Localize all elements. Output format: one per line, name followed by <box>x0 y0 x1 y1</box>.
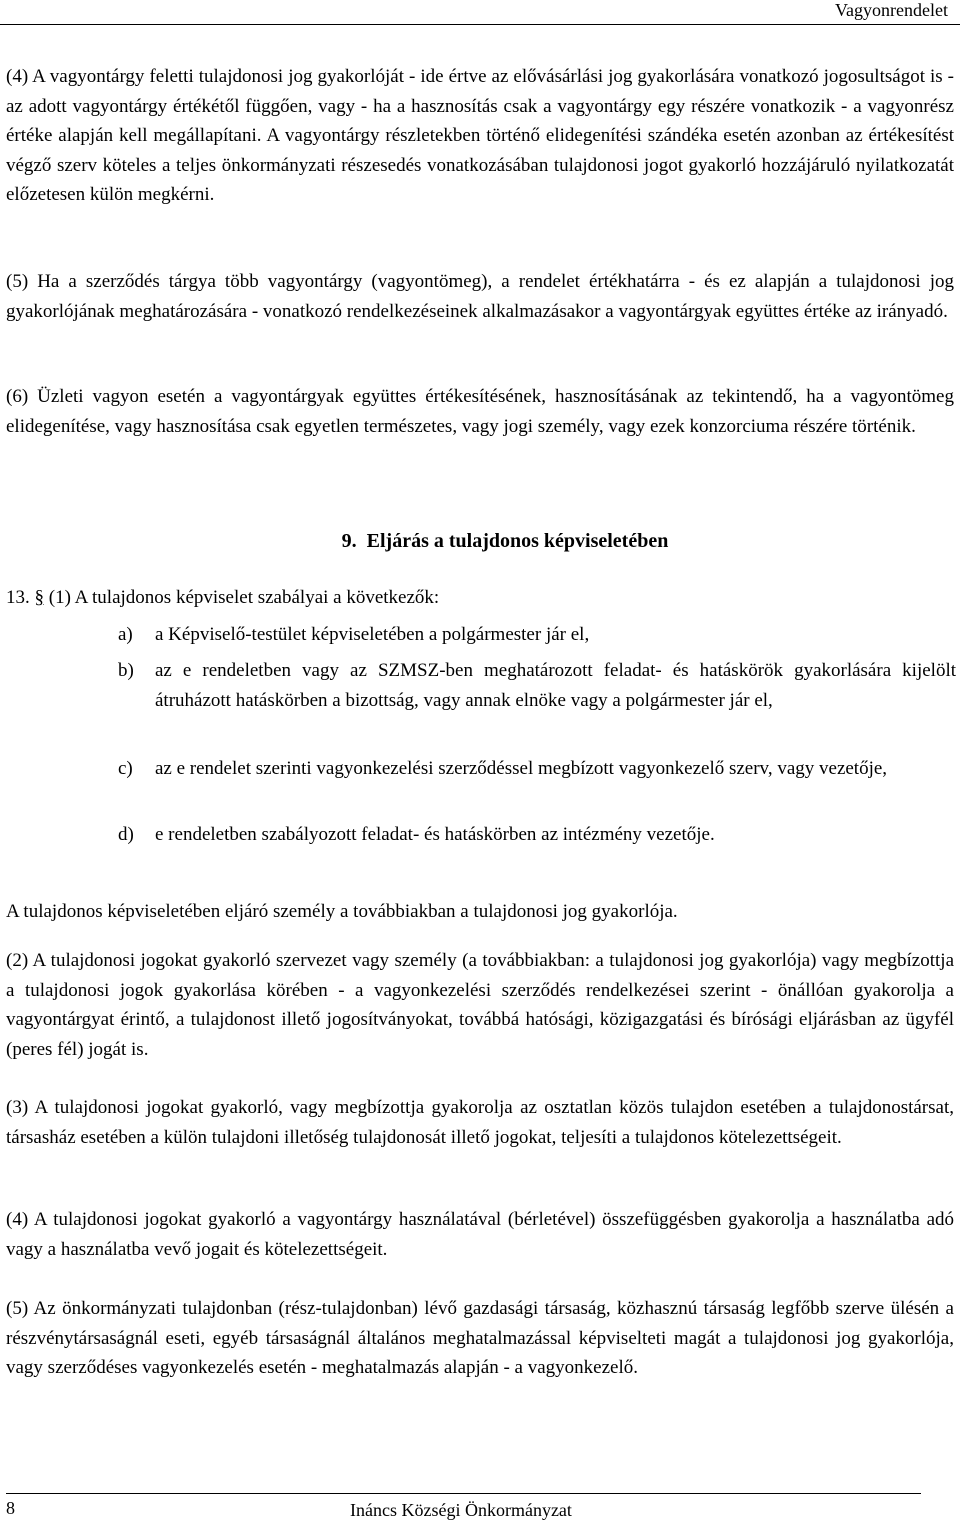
running-header: Vagyonrendelet <box>835 0 948 20</box>
section-title: Eljárás a tulajdonos képviseletében <box>366 530 669 552</box>
paragraph-sign: § <box>34 587 44 608</box>
article-paragraph-3: (3) A tulajdonosi jogokat gyakorló, vagy megbízottja gyakorolja az osztatlan közös tulajdon esetében a tulajdonostársat, társasház esetében a külön tulajdoni illetőség tulajdonosát illető jogokat, teljesíti a tulajdonos kötelezettségeit. <box>6 1097 954 1148</box>
list-item-b <box>118 656 956 715</box>
article-intro-text: (1) A tulajdonos képviselet szabályai a következők: <box>48 587 440 608</box>
header-rule <box>0 24 960 25</box>
footer-rule <box>6 1493 921 1494</box>
list-item-text: az e rendelet szerinti vagyonkezelési szerződéssel megbízott vagyonkezelő szerv, vagy vezetője, <box>155 758 888 779</box>
list-item-a <box>118 620 956 650</box>
page-number: 8 <box>6 1498 15 1518</box>
footer-organization: Ináncs Községi Önkormányzat <box>350 1500 572 1520</box>
paragraph-6: (6) Üzleti vagyon esetén a vagyontárgyak együttes értékesítésének, hasznosításának az tekintendő, ha a vagyontömeg elidegenítése, vagy hasznosítása csak egyetlen természetes, vagy jogi személy, vagy ezek konzorciuma részére történik. <box>6 386 954 437</box>
list-item-c <box>118 754 956 784</box>
list-item-text: az e rendeletben vagy az SZMSZ-ben meghatározott feladat- és hatáskörök gyakorlására kijelölt átruházott hatáskörben a bizottság, vagy annak elnöke vagy a polgármester jár el, <box>155 660 956 711</box>
list-marker: b) <box>118 660 134 681</box>
section-heading <box>0 527 960 555</box>
article-paragraph-4: (4) A tulajdonosi jogokat gyakorló a vagyontárgy használatával (bérletével) összefüggésben gyakorolja a használatba adó vagy a használatba vevő jogait és kötelezettségeit. <box>6 1209 954 1260</box>
list-marker: d) <box>118 824 134 845</box>
article-paragraph-5: (5) Az önkormányzati tulajdonban (rész-tulajdonban) lévő gazdasági társaság, közhasznú társaság legfőbb szerve ülésén a részvénytársaságnál eseti, egyéb társaságnál általános meghatalmazással képviselteti magát a tulajdonosi jog gyakorlója, vagy szerződéses vagyonkezelés esetén - meghatalmazás alapján - a vagyonkezelő. <box>6 1298 954 1379</box>
list-item-d <box>118 820 956 850</box>
paragraph-5: (5) Ha a szerződés tárgya több vagyontárgy (vagyontömeg), a rendelet értékhatárra - és ez alapján a tulajdonosi jog gyakorlójának meghatározására - vonatkozó rendelkezéseinek alkalmazásakor a vagyontárgyak együttes értéke az irányadó. <box>6 271 954 322</box>
article-intro <box>6 583 439 612</box>
list-marker: c) <box>118 758 133 779</box>
article-paragraph-2: (2) A tulajdonosi jogokat gyakorló szervezet vagy személy (a továbbiakban: a tulajdonosi jog gyakorlója) vagy megbízottja a tulajdonosi jogok gyakorlása körében - a vagyonkezelési szerződés rendelkezései szerint - önállóan gyakorolja a vagyontárgyat érintő, a tulajdonost illető jogosítványokat, továbbá hatósági, közigazgatási és bírósági eljárásban az ügyfél (peres fél) jogát is. <box>6 950 954 1060</box>
list-marker: a) <box>118 624 133 645</box>
list-item-text: a Képviselő-testület képviseletében a polgármester jár el, <box>155 624 590 645</box>
closing-statement: A tulajdonos képviseletében eljáró személy a továbbiakban a tulajdonosi jog gyakorlója. <box>6 901 678 922</box>
article-number: 13. <box>6 587 30 608</box>
list-item-text: e rendeletben szabályozott feladat- és hatáskörben az intézmény vezetője. <box>155 824 715 845</box>
section-number: 9. <box>341 530 357 552</box>
paragraph-4: (4) A vagyontárgy feletti tulajdonosi jog gyakorlóját - ide értve az elővásárlási jog gyakorlására vonatkozó jogosultságot is - az adott vagyontárgy értékétől függően, vagy - ha a hasznosítás csak a vagyontárgy egy részére vonatkozik - a vagyonrész értéke alapján kell megállapítani. A vagyontárgy részletekben történő elidegenítési szándéka esetén azonban az értékesítést végző szerv köteles a teljes önkormányzati részesedés vonatkozásában tulajdonosi jogot gyakorló hozzájáruló nyilatkozatát előzetesen külön megkérni. <box>6 66 954 206</box>
